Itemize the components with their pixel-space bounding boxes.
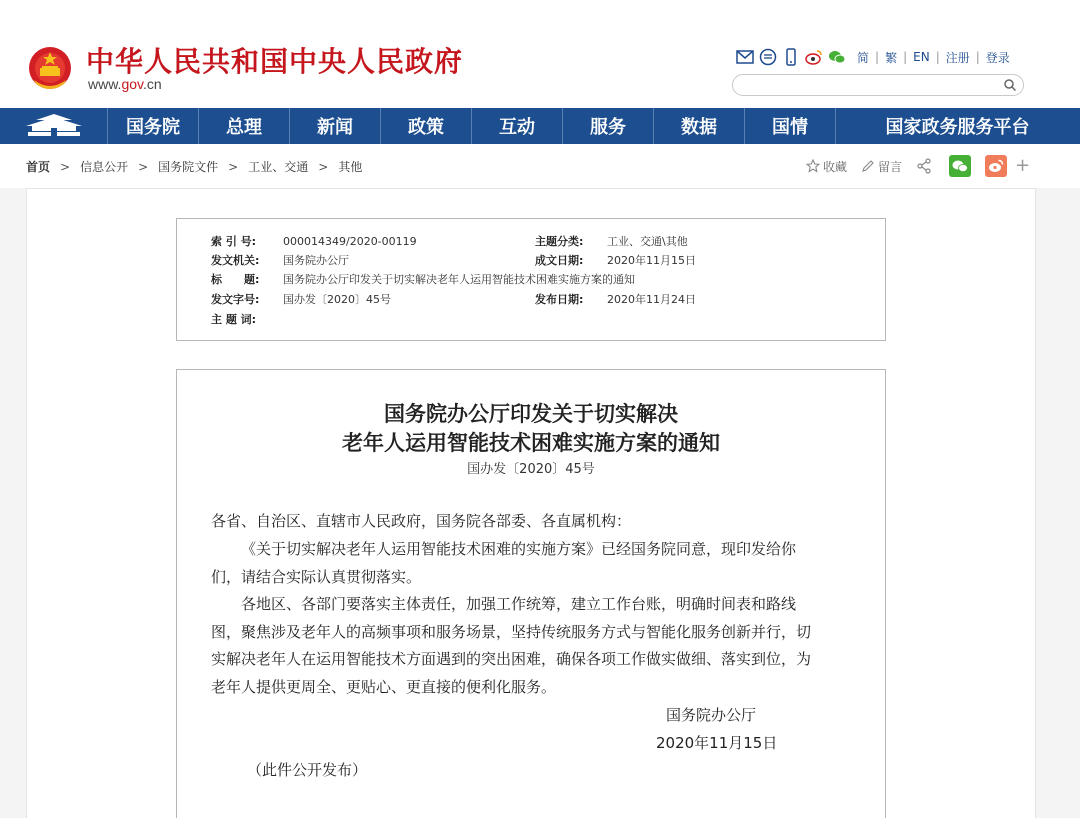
nav-item-premier[interactable]: 总理 xyxy=(199,108,290,144)
site-title[interactable]: 中华人民共和国中央人民政府 xyxy=(86,45,464,78)
document-title-line2: 老年人运用智能技术困难实施方案的通知 xyxy=(342,430,720,455)
nav-home-logo[interactable] xyxy=(0,108,108,144)
meta-title-row xyxy=(211,271,635,287)
meta-category-row xyxy=(535,233,688,249)
breadcrumb-info-disclosure[interactable]: 信息公开 xyxy=(80,160,129,174)
mobile-icon[interactable] xyxy=(782,48,800,66)
lang-english-link[interactable]: EN xyxy=(913,50,930,64)
comment-label: 留言 xyxy=(878,159,903,174)
chevron-right-icon: > xyxy=(138,159,149,174)
nav-item-policy[interactable]: 政策 xyxy=(381,108,472,144)
meta-category-label: 主题分类: xyxy=(535,235,584,248)
document-paragraph-2 xyxy=(211,591,861,701)
meta-index-label: 索 引 号: xyxy=(211,235,257,248)
meta-index-row xyxy=(211,233,417,249)
site-url-accent: gov xyxy=(121,76,143,92)
document-title-line1: 国务院办公厅印发关于切实解决 xyxy=(384,401,678,426)
page-margin-right xyxy=(1036,188,1080,818)
share-wechat-button[interactable] xyxy=(949,155,971,177)
lang-simplified-link[interactable]: 简 xyxy=(857,50,870,65)
wechat-icon[interactable] xyxy=(828,48,846,66)
wechat-icon xyxy=(952,159,968,173)
site-header xyxy=(0,0,1080,108)
paragraph-line: 老年人提供更周全、更贴心、更直接的便利化服务。 xyxy=(211,677,557,696)
star-icon xyxy=(806,159,820,173)
paragraph-line: 《关于切实解决老年人运用智能技术困难的实施方案》已经国务院同意，现印发给你 xyxy=(241,540,797,558)
favorite-label: 收藏 xyxy=(823,159,848,174)
paragraph-line: 各地区、各部门要落实主体责任，加强工作统筹，建立工作台账，明确时间表和路线 xyxy=(241,595,797,613)
link-separator: | xyxy=(975,50,980,64)
chevron-right-icon: > xyxy=(318,159,329,174)
document-number: 国办发〔2020〕45号 xyxy=(467,462,595,477)
meta-index-value: 000014349/2020-00119 xyxy=(283,234,417,248)
meta-title-value: 国务院办公厅印发关于切实解决老年人运用智能技术困难实施方案的通知 xyxy=(283,273,635,286)
weibo-icon[interactable] xyxy=(805,48,823,66)
nav-item-news[interactable]: 新闻 xyxy=(290,108,381,144)
favorite-button[interactable] xyxy=(806,158,847,175)
meta-title-label: 标 题: xyxy=(211,273,260,286)
nav-item-interaction[interactable]: 互动 xyxy=(472,108,563,144)
chevron-right-icon: > xyxy=(60,159,71,174)
meta-docno-row xyxy=(211,291,391,307)
meta-created-value: 2020年11月15日 xyxy=(607,254,696,267)
meta-issuer-label: 发文机关: xyxy=(211,254,260,267)
document-salutation xyxy=(211,508,861,536)
lang-traditional-link[interactable]: 繁 xyxy=(885,50,898,65)
site-url-prefix: www. xyxy=(88,76,122,92)
document-metadata xyxy=(176,218,886,341)
meta-docno-label: 发文字号: xyxy=(211,293,260,306)
mail-icon[interactable] xyxy=(736,48,754,66)
document-sign-date: 2020年11月15日 xyxy=(656,734,778,752)
meta-keywords-label: 主 题 词: xyxy=(211,313,257,326)
breadcrumb-other[interactable]: 其他 xyxy=(338,160,363,174)
page-tools xyxy=(806,155,1030,177)
document-signer: 国务院办公厅 xyxy=(666,706,757,724)
page-margin-left xyxy=(0,188,26,818)
document-paragraph-1 xyxy=(211,536,861,591)
share-icon xyxy=(916,158,932,174)
meta-category-value: 工业、交通\其他 xyxy=(607,235,688,248)
nav-item-national-profile[interactable]: 国情 xyxy=(745,108,836,144)
link-separator: | xyxy=(903,50,908,64)
link-separator: | xyxy=(935,50,940,64)
meta-published-value: 2020年11月24日 xyxy=(607,293,696,306)
meta-keywords-row xyxy=(211,311,283,327)
document-body xyxy=(176,369,886,818)
breadcrumb-industry-transport[interactable]: 工业、交通 xyxy=(248,160,309,174)
document-footnote: （此件公开发布） xyxy=(247,761,368,779)
message-icon[interactable] xyxy=(759,48,777,66)
meta-issuer-row xyxy=(211,252,349,268)
nav-item-services[interactable]: 服务 xyxy=(563,108,654,144)
breadcrumb xyxy=(26,158,362,175)
share-weibo-button[interactable] xyxy=(985,155,1007,177)
login-link[interactable]: 登录 xyxy=(985,50,1010,65)
register-link[interactable]: 注册 xyxy=(945,50,970,65)
top-links xyxy=(736,46,1010,68)
chevron-right-icon: > xyxy=(228,159,239,174)
meta-created-row xyxy=(535,252,696,268)
search-box xyxy=(732,74,1024,96)
nav-item-gov-service-platform[interactable]: 国家政务服务平台 xyxy=(885,117,1030,138)
paragraph-line: 图，聚焦涉及老年人的高频事项和服务场景，坚持传统服务方式与智能化服务创新并行，切 xyxy=(211,622,812,641)
meta-docno-value: 国办发〔2020〕45号 xyxy=(283,293,391,306)
paragraph-line: 实解决老年人在运用智能技术方面遇到的突出困难，确保各项工作做实做细、落实到位，为 xyxy=(211,650,812,668)
meta-published-label: 发布日期: xyxy=(535,293,584,306)
link-separator: | xyxy=(875,50,880,64)
share-button[interactable] xyxy=(916,158,935,174)
nav-item-data[interactable]: 数据 xyxy=(654,108,745,144)
paragraph-line: 们，请结合实际认真贯彻落实。 xyxy=(211,567,422,586)
meta-published-row xyxy=(535,291,696,307)
pencil-icon xyxy=(861,159,875,173)
meta-issuer-value: 国务院办公厅 xyxy=(283,254,349,267)
search-input[interactable] xyxy=(743,76,1003,96)
salutation-text: 各省、自治区、直辖市人民政府，国务院各部委、各直属机构： xyxy=(211,512,632,530)
main-nav xyxy=(0,108,1080,144)
breadcrumb-home[interactable]: 首页 xyxy=(26,160,51,174)
tiananmen-icon xyxy=(24,114,84,138)
nav-item-state-council[interactable]: 国务院 xyxy=(108,108,199,144)
search-icon[interactable] xyxy=(1003,78,1017,92)
site-url[interactable] xyxy=(88,76,162,92)
meta-created-label: 成文日期: xyxy=(535,254,584,267)
breadcrumb-bar xyxy=(0,144,1080,188)
weibo-icon xyxy=(988,159,1004,173)
national-emblem-icon[interactable] xyxy=(28,44,72,94)
site-url-suffix: .cn xyxy=(143,76,162,92)
breadcrumb-state-council-docs[interactable]: 国务院文件 xyxy=(158,160,219,174)
comment-button[interactable] xyxy=(861,158,902,175)
more-share-icon[interactable]: + xyxy=(1015,155,1031,176)
